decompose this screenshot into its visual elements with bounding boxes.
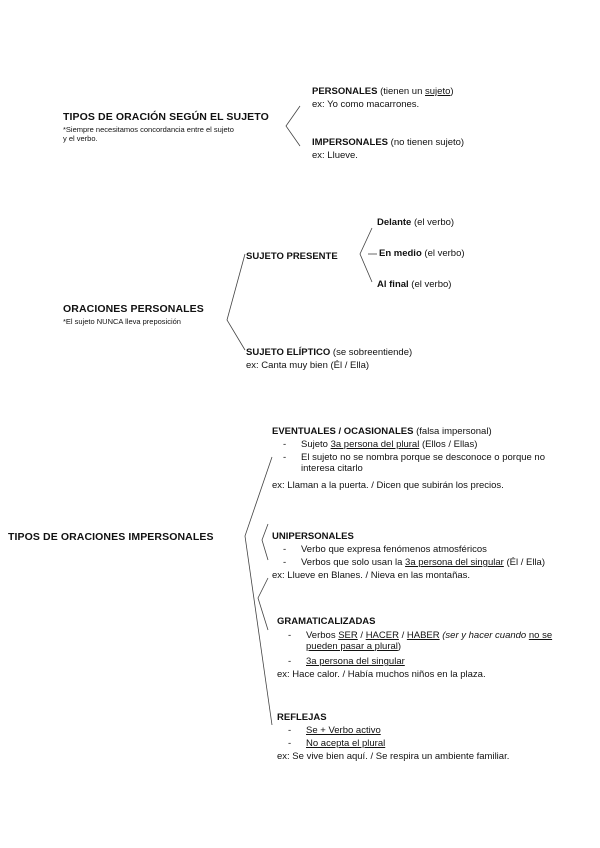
gramaticalizadas-bullet-1: - Verbos SER / HACER / HABER (ser y hacer cuando no se pueden pasar a plural) (288, 630, 553, 652)
eventuales-bullet-2: - El sujeto no se nombra porque se desconoce o porque no interesa citarlo (283, 452, 545, 474)
personales-example: ex: Yo como macarrones. (312, 99, 420, 110)
reflejas-example: ex: Se vive bien aquí. / Se respira un ambiente familiar. (277, 751, 510, 762)
reflejas-bullet-1: - Se + Verbo activo (288, 725, 381, 736)
reflejas-bullet-2: - No acepta el plural (288, 738, 386, 749)
sujeto-presente: SUJETO PRESENTE (246, 251, 338, 262)
impersonales-heading: IMPERSONALES (no tienen sujeto) (312, 137, 465, 148)
al-final-item: Al final (el verbo) (377, 279, 452, 290)
eventuales-example: ex: Llaman a la puerta. / Dicen que subirán los precios. (272, 480, 504, 491)
sujeto-eliptico: SUJETO ELÍPTICO (se sobreentiende) (246, 347, 413, 358)
unipersonales-example: ex: Llueve en Blanes. / Nieva en las montañas. (272, 570, 471, 581)
section1-title: TIPOS DE ORACIÓN SEGÚN EL SUJETO (63, 111, 269, 123)
gramaticalizadas-example: ex: Hace calor. / Había muchos niños en la plaza. (277, 669, 486, 680)
section3-title: TIPOS DE ORACIONES IMPERSONALES (8, 531, 214, 543)
en-medio-item: En medio (el verbo) (379, 248, 465, 259)
delante-item: Delante (el verbo) (377, 217, 455, 228)
eventuales-bullet-1: - Sujeto 3a persona del plural (Ellos / Ellas) (283, 439, 478, 450)
reflejas-heading: REFLEJAS (277, 712, 327, 723)
gramaticalizadas-bullet-2: - 3a persona del singular (288, 656, 405, 667)
unipersonales-heading: UNIPERSONALES (272, 531, 354, 542)
unipersonales-bullet-1: - Verbo que expresa fenómenos atmosféricos (283, 544, 487, 555)
eliptico-example: ex: Canta muy bien (Él / Ella) (246, 360, 370, 371)
section1-note: *Siempre necesitamos concordancia entre el sujeto y el verbo. (63, 125, 234, 143)
section2-note: *El sujeto NUNCA lleva preposición (63, 317, 181, 326)
impersonales-example: ex: Llueve. (312, 150, 358, 161)
section2-title: ORACIONES PERSONALES (63, 303, 204, 315)
unipersonales-bullet-2: - Verbos que solo usan la 3a persona del singular (Él / Ella) (283, 557, 545, 568)
personales-heading: PERSONALES (tienen un sujeto) (312, 86, 454, 97)
gramaticalizadas-heading: GRAMATICALIZADAS (277, 616, 376, 627)
eventuales-heading: EVENTUALES / OCASIONALES (falsa impersonal) (272, 426, 492, 437)
